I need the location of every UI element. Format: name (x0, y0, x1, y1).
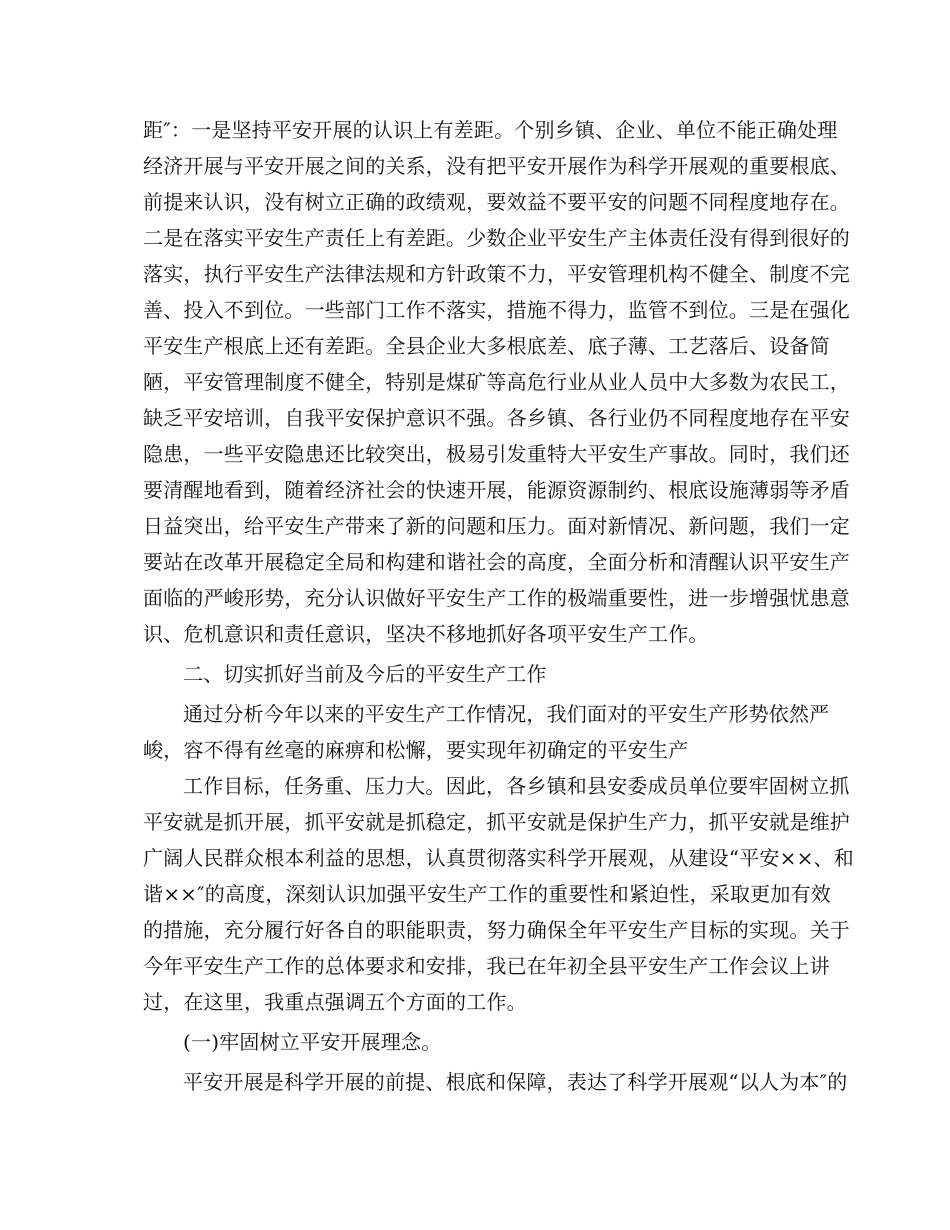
text-line: 的措施，充分履行好各自的职能职责，努力确保全年平安生产目标的实现。关于 (143, 918, 850, 942)
text-line: 二是在落实平安生产责任上有差距。少数企业平安生产主体责任没有得到很好的 (143, 226, 850, 250)
text-line: 前提来认识，没有树立正确的政绩观，要效益不要平安的问题不同程度地存在。 (143, 190, 850, 214)
text-line: 陋，平安管理制度不健全，特别是煤矿等高危行业从业人员中大多数为农民工， (143, 370, 850, 394)
text-line: 隐患，一些平安隐患还比较突出，极易引发重特大平安生产事故。同时，我们还 (143, 442, 850, 466)
text-line: 距″：一是坚持平安开展的认识上有差距。个别乡镇、企业、单位不能正确处理 (143, 118, 838, 142)
text-line: 今年平安生产工作的总体要求和安排，我已在年初全县平安生产工作会议上讲 (143, 954, 830, 978)
text-line: 通过分析今年以来的平安生产工作情况，我们面对的平安生产形势依然严 (183, 702, 830, 726)
text-line: 平安开展是科学开展的前提、根底和保障，表达了科学开展观“以人为本″的 (183, 1070, 848, 1094)
text-line: 面临的严峻形势，充分认识做好平安生产工作的极端重要性，进一步增强忧患意 (143, 586, 850, 610)
text-line: 谐××″的高度，深刻认识加强平安生产工作的重要性和紧迫性，采取更加有效 (143, 882, 831, 906)
text-line: 峻，容不得有丝毫的麻痹和松懈，要实现年初确定的平安生产 (143, 738, 689, 762)
text-line: 广阔人民群众根本利益的思想，认真贯彻落实科学开展观，从建设“平安××、和 (143, 846, 854, 870)
text-line: 工作目标，任务重、压力大。因此，各乡镇和县安委成员单位要牢固树立抓 (183, 774, 850, 798)
subsection-heading: (一)牢固树立平安开展理念。 (183, 1030, 442, 1054)
text-line: 经济开展与平安开展之间的关系，没有把平安开展作为科学开展观的重要根底、 (143, 154, 850, 178)
text-line: 要清醒地看到，随着经济社会的快速开展，能源资源制约、根底设施薄弱等矛盾 (143, 478, 850, 502)
text-line: 日益突出，给平安生产带来了新的问题和压力。面对新情况、新问题，我们一定 (143, 514, 850, 538)
text-line: 识、危机意识和责任意识，坚决不移地抓好各项平安生产工作。 (143, 622, 709, 646)
text-line: 要站在改革开展稳定全局和构建和谐社会的高度，全面分析和清醒认识平安生产 (143, 550, 850, 574)
text-line: 平安生产根底上还有差距。全县企业大多根底差、底子薄、工艺落后、设备简 (143, 334, 830, 358)
section-heading: 二、切实抓好当前及今后的平安生产工作 (183, 662, 547, 686)
text-line: 善、投入不到位。一些部门工作不落实，措施不得力，监管不到位。三是在强化 (143, 298, 850, 322)
text-line: 过，在这里，我重点强调五个方面的工作。 (143, 990, 527, 1014)
text-line: 落实，执行平安生产法律法规和方针政策不力，平安管理机构不健全、制度不完 (143, 262, 850, 286)
text-line: 缺乏平安培训，自我平安保护意识不强。各乡镇、各行业仍不同程度地存在平安 (143, 406, 850, 430)
text-line: 平安就是抓开展，抓平安就是抓稳定，抓平安就是保护生产力，抓平安就是维护 (143, 810, 850, 834)
